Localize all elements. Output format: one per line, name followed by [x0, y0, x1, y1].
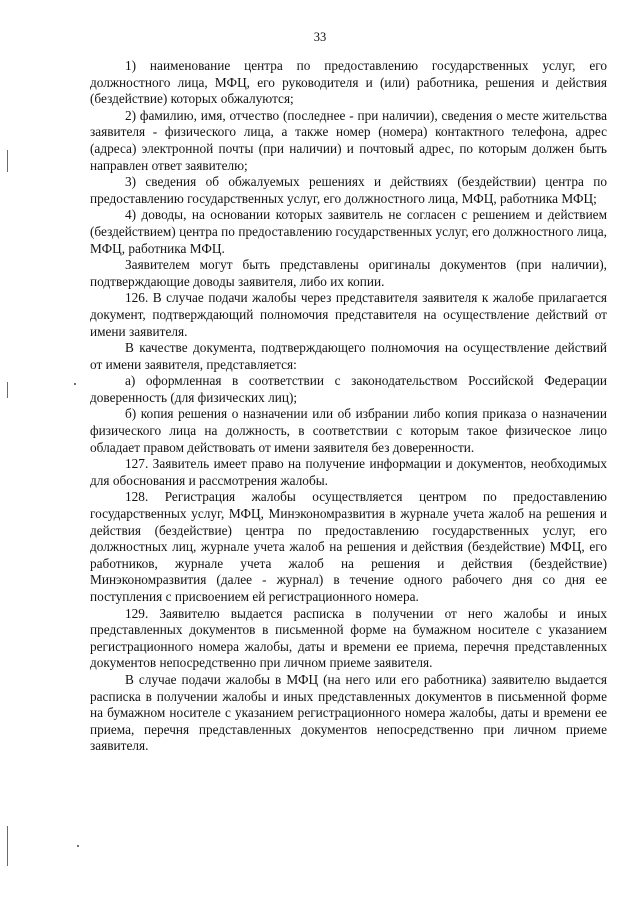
scan-speck-left	[74, 383, 76, 385]
paragraph-originals: Заявителем могут быть представлены оригиналы документов (при наличии), подтверждающие доводы заявителя, либо их копии.	[90, 257, 607, 289]
scan-speck-bottom	[77, 845, 79, 847]
margin-scan-mark-middle	[7, 382, 8, 398]
paragraph-item-a: а) оформленная в соответствии с законодательством Российской Федерации доверенность (для физических лиц);	[90, 373, 607, 405]
paragraph-item-2: 2) фамилию, имя, отчество (последнее - при наличии), сведения о месте жительства заявителя - физического лица, а также номер (номера) контактного телефона, адрес (адреса) электронной почты (при наличии) и почтовый адрес, по которым должен быть направлен ответ заявителю;	[90, 107, 607, 173]
paragraph-item-b: б) копия решения о назначении или об избрании либо копия приказа о назначении физического лица на должность, в соответствии с которым такое физическое лицо обладает правом действовать от имени заявителя без доверенности.	[90, 406, 607, 455]
page-number: 33	[313, 30, 327, 44]
paragraph-126: 126. В случае подачи жалобы через представителя заявителя к жалобе прилагается документ, подтверждающий полномочия представителя на осуществление действий от имени заявителя.	[90, 290, 607, 339]
paragraph-item-4: 4) доводы, на основании которых заявитель не согласен с решением и действием (бездействием) центра по предоставлению государственных услуг, его должностного лица, МФЦ, работника МФЦ.	[90, 207, 607, 256]
paragraph-mfc-receipt: В случае подачи жалобы в МФЦ (на него или его работника) заявителю выдается расписка в получении жалобы и иных представленных документов в письменной форме на бумажном носителе с указанием регистрационного номера жалобы, даты и времени ее приема, перечня представленных документов непосредственно при личном приеме заявителя.	[90, 671, 607, 754]
document-body	[90, 58, 607, 755]
paragraph-item-3: 3) сведения об обжалуемых решениях и действиях (бездействии) центра по предоставлению государственных услуг, его должностного лица, МФЦ, работника МФЦ;	[90, 174, 607, 206]
paragraph-128: 128. Регистрация жалобы осуществляется центром по предоставлению государственных услуг, МФЦ, Минэкономразвития в журнале учета жалоб на решения и действия (бездействие) центра по предоставлению государственных услуг, его должностных лиц, журнале учета жалоб на решения и действия (бездействие) МФЦ, его работников, журнале учета жалоб на решения и действия (бездействие) Минэкономразвития (далее - журнал) в течение одного рабочего дня со дня ее поступления с присвоением ей регистрационного номера.	[90, 489, 607, 604]
paragraph-129: 129. Заявителю выдается расписка в получении от него жалобы и иных представленных документов в письменной форме на бумажном носителе с указанием регистрационного номера жалобы, даты и времени ее приема, перечня представленных документов непосредственно при личном приеме заявителя.	[90, 605, 607, 671]
paragraph-authority-document: В качестве документа, подтверждающего полномочия на осуществление действий от имени заявителя, представляется:	[90, 340, 607, 372]
margin-scan-mark-bottom	[7, 826, 8, 866]
paragraph-item-1: 1) наименование центра по предоставлению государственных услуг, его должностного лица, МФЦ, его руководителя и (или) работника, решения и действия (бездействие) которых обжалуются;	[90, 58, 607, 107]
margin-scan-mark-top	[7, 150, 8, 172]
paragraph-127: 127. Заявитель имеет право на получение информации и документов, необходимых для обоснования и рассмотрения жалобы.	[90, 456, 607, 488]
